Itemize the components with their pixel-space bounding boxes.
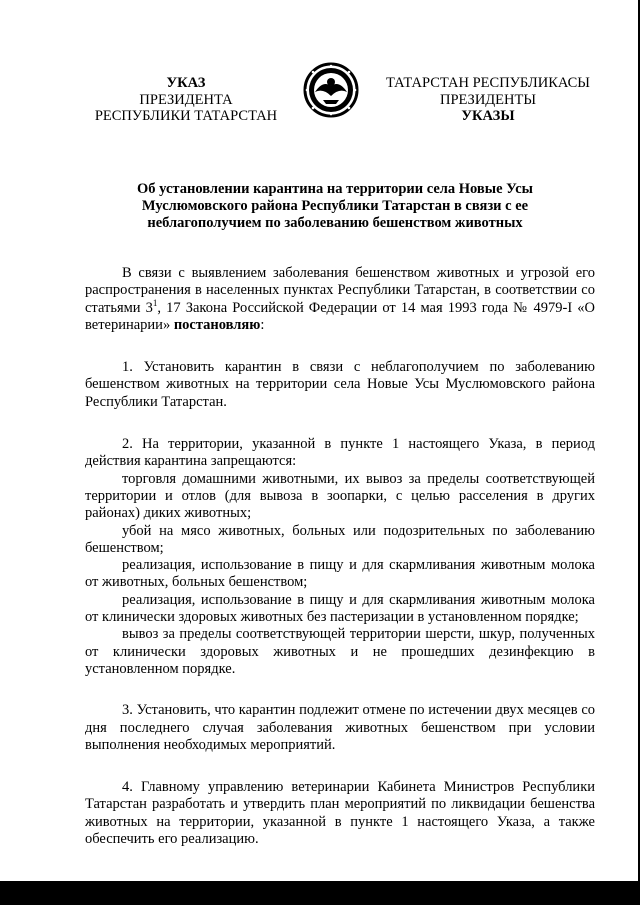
item-2-paragraph: 2. На территории, указанной в пункте 1 настоящего Указа, в период действия карантина запрещаются: [85,436,595,470]
decree-title [85,181,585,232]
item-2-subparagraph: торговля домашними животными, их вывоз за пределы соответствующей территории и отлов (для вывоза в зоопарки, с целью расселения в других районах) диких животных; [85,470,595,522]
item-1-paragraph: 1. Установить карантин в связи с неблагополучием по заболеванию бешенством животных на территории села Новые Усы Муслюмовского района Республики Татарстан. [85,359,595,410]
article-superscript: 1 [152,297,158,308]
item-4-paragraph: 4. Главному управлению ветеринарии Кабинета Министров Республики Татарстан разработать и утвердить план мероприятий по ликвидации бешенства животных на территории, указанной в пункте 1 настоящего Указа, а также обеспечить его реализацию. [85,779,595,848]
resolve-word: постановляю [173,316,261,333]
item-2-subparagraph: вывоз за пределы соответствующей территории шерсти, шкур, полученных от клинически здоровых животных и не прошедших дезинфекцию в установленном порядке. [85,626,595,677]
title-line: Муслюмовского района Республики Татарстан в связи с ее [141,198,529,214]
president-label: ПРЕЗИДЕНТА [139,91,233,108]
preamble-colon: : [260,316,265,333]
item-2-subparagraph: убой на мясо животных, больных или подозрительных по заболеванию бешенством; [85,522,595,556]
preamble-text-cont: , 17 Закона Российской Федерации от 14 мая 1993 года № 4979-I «О ветеринарии» [85,299,595,333]
item-3-paragraph: 3. Установить, что карантин подлежит отмене по истечении двух месяцев со дня последнего случая заболевания животных бешенством при условии выполнения необходимых мероприятий. [85,702,595,753]
title-line: неблагополучием по заболеванию бешенством животных [147,215,523,231]
title-line: Об установлении карантина на территории села Новые Усы [137,181,533,197]
scan-bottom-bar [0,881,640,905]
decree-body [85,265,595,848]
item-2-subparagraph: реализация, использование в пищу и для скармливания животным молока от клинически здоровых животных без пастеризации в установленном порядке; [85,591,595,626]
header-right [373,75,603,125]
header-left [92,75,280,125]
preamble-text: В связи с выявлением заболевания бешенством животных и угрозой его распространения в населенных пунктах Республики Татарстан, в соответствии со статьями 3 [85,265,595,316]
tatar-republic-label: ТАТАРСТАН РЕСПУБЛИКАСЫ [386,75,590,91]
preamble-paragraph [85,265,595,334]
republic-label: РЕСПУБЛИКИ ТАТАРСТАН [94,108,278,124]
tatar-president-label: ПРЕЗИДЕНТЫ [439,91,537,108]
tatar-decree-label: УКАЗЫ [461,108,515,124]
item-2-subparagraph: реализация, использование в пищу и для скармливания животным молока от животных, больных бешенством; [85,557,595,591]
decree-label: УКАЗ [166,75,206,91]
coat-of-arms-icon [303,62,359,118]
